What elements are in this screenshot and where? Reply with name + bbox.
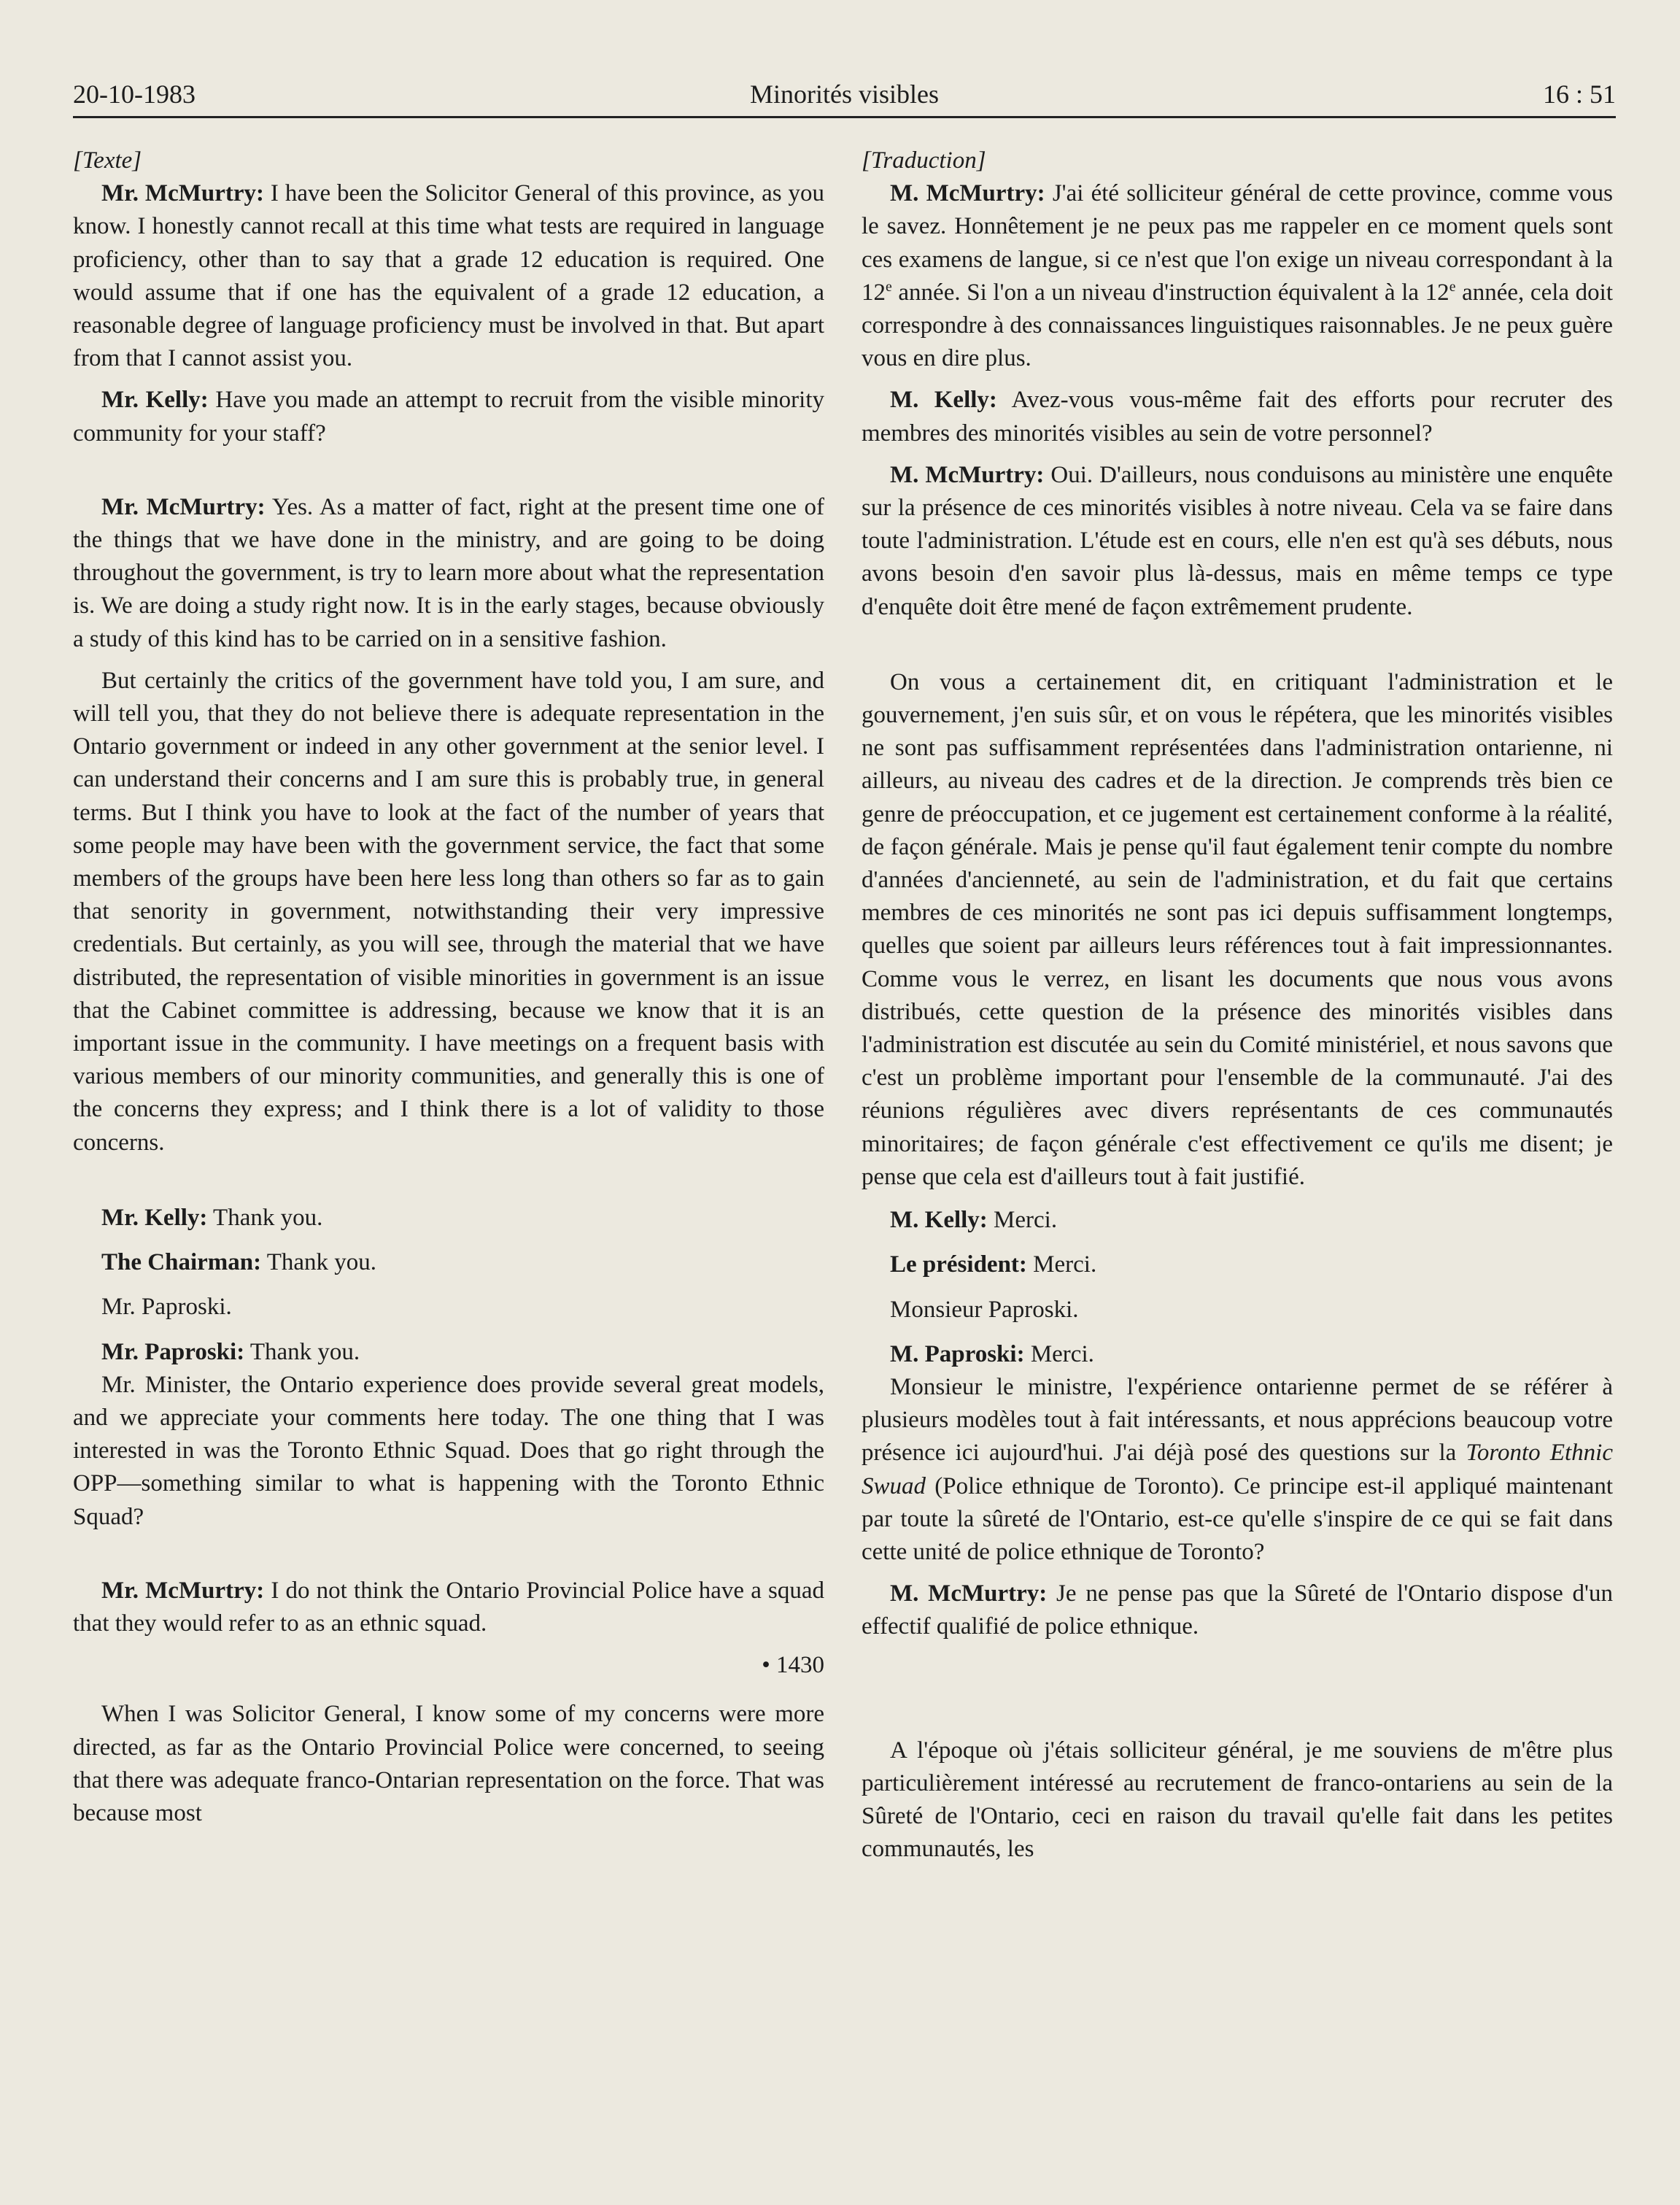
speaker: M. McMurtry:	[890, 180, 1045, 207]
language-tag: [Texte]	[73, 147, 142, 174]
time-marker: • 1430	[762, 1652, 824, 1679]
paragraph: On vous a certainement dit, en critiquant l'administration et le gouvernement, j'en suis sûr, et on vous le répétera, que les minorités visibles ne sont pas suffisamment représentées dans l'administration ontarienne, ni ailleurs, au niveau des cadres et de la direction. Je comprends très bien ce genre de préoccupation, et ce jugement est certainement conforme à la réalité, de façon générale. Mais je pense qu'il faut également tenir compte du nombre d'années d'ancienneté, au sein de l'administration, et du fait que certains membres de ces minorités ne sont pas ici depuis suffisamment longtemps, quelles que soient par ailleurs leurs références tout à fait impressionnantes. Comme vous le verrez, en lisant les documents que nous vous avons distribués, cette question de la présence des minorités visibles dans l'administration est discutée au sein du Comité ministériel, et nous savons que c'est un problème important pour l'ensemble de la communauté. J'ai des réunions régulières avec divers représentants de ces communautés minoritaires; de façon générale c'est effectivement ce qu'ils me disent; je pense que cela est d'ailleurs tout à fait justifié.	[862, 668, 1613, 1190]
paragraph	[862, 1204, 1613, 1237]
paragraph: When I was Solicitor General, I know some of my concerns were more directed, as far as the Ontario Provincial Police were concerned, to seeing that there was adequate franco-Ontarian representation on the force. That was because most	[73, 1701, 824, 1826]
speaker: The Chairman:	[101, 1249, 262, 1276]
speech: (Police ethnique de Toronto). Ce principe est-il appliqué maintenant par toute la sûreté de l'Ontario, est-ce qu'elle s'inspire de ce qui se fait dans cette unité de police ethnique de Toronto?	[862, 1472, 1613, 1565]
speaker: M. McMurtry:	[890, 461, 1045, 488]
paragraph	[862, 1371, 1613, 1569]
paragraph	[73, 1336, 824, 1369]
speech: Thank you.	[244, 1338, 360, 1365]
speech: I do not think the Ontario Provincial Police have a squad that they would refer to as an ethnic squad.	[73, 1577, 824, 1637]
paragraph: Monsieur Paproski.	[890, 1296, 1079, 1323]
speech: J'ai été solliciteur général de cette province, comme vous le savez. Honnêtement je ne peux pas me rappeler en ce moment quels sont ces examens de langue, si ce n'est que l'on exige un niveau correspondant à la 12	[862, 180, 1614, 306]
header-rule	[73, 116, 1616, 118]
speaker: Mr. Paproski:	[101, 1338, 245, 1365]
speech: Avez-vous vous-même fait des efforts pour recruter des membres des minorités visibles au sein de votre personnel?	[862, 387, 1613, 447]
french-column	[862, 144, 1613, 1866]
superscript: e	[1449, 278, 1456, 295]
speaker: Mr. McMurtry:	[101, 493, 266, 520]
paragraph	[862, 459, 1613, 624]
speaker: Le président:	[890, 1251, 1027, 1278]
english-column	[73, 144, 824, 1830]
paragraph: Mr. Minister, the Ontario experience does provide several great models, and we appreciate your comments here today. The one thing that I was interested in was the Toronto Ethnic Squad. Does that go right through the OPP—something similar to what is happening with the Toronto Ethnic Squad?	[73, 1371, 824, 1530]
speaker: M. McMurtry:	[890, 1580, 1048, 1607]
speaker: M. Paproski:	[890, 1340, 1025, 1367]
paragraph: But certainly the critics of the government have told you, I am sure, and will tell you, that they do not believe there is adequate representation in the Ontario government or indeed in any other government at the senior level. I can understand their concerns and I am sure this is probably true, in general terms. But I think you have to look at the fact of the number of years that some people may have been with the government service, the fact that some members of the groups have been here less long than others so far as to gain that senority in government, notwithstanding their very impressive credentials. But certainly, as you will see, through the material that we have distributed, the representation of visible minorities in government is an issue that the Cabinet committee is addressing, because we know that it is an important issue in the community. I have meetings on a frequent basis with various members of our minority communities, and generally this is one of the concerns they express; and I think there is a lot of validity to those concerns.	[73, 667, 824, 1156]
header-title: Minorités visibles	[750, 80, 939, 109]
speech: Have you made an attempt to recruit from the visible minority community for your staff?	[73, 387, 824, 447]
speech: I have been the Solicitor General of this province, as you know. I honestly cannot recall at this time what tests are required in language proficiency, other than to say that a grade 12 education is required. One would assume that if one has the equivalent of a grade 12 education, a reasonable degree of language proficiency must be involved in that. But apart from that I cannot assist you.	[73, 180, 824, 372]
speech: année. Si l'on a un niveau d'instruction équivalent à la 12	[891, 279, 1449, 306]
speaker: Mr. Kelly:	[101, 1204, 208, 1231]
speech: Oui. D'ailleurs, nous conduisons au ministère une enquête sur la présence de ces minorités visibles à notre niveau. Cela va se faire dans toute l'administration. L'étude est en cours, elle n'en est qu'à ses débuts, nous avons besoin d'en savoir plus là-dessus, mais en même temps ce type d'enquête doit être mené de façon extrêmement prudente.	[862, 461, 1613, 620]
paragraph	[73, 491, 824, 656]
speaker: M. Kelly:	[890, 1207, 988, 1234]
speech: Je ne pense pas que la Sûreté de l'Ontario dispose d'un effectif qualifié de police ethnique.	[862, 1580, 1614, 1640]
speaker: Mr. McMurtry:	[101, 180, 265, 207]
paragraph	[862, 177, 1613, 375]
speaker: Mr. Kelly:	[101, 387, 209, 414]
paragraph: Mr. Paproski.	[101, 1294, 232, 1321]
speech: Merci.	[987, 1207, 1058, 1234]
speech: Merci.	[1026, 1251, 1097, 1278]
page-header	[73, 77, 1616, 117]
paragraph: A l'époque où j'étais solliciteur général, je me souviens de m'être plus particulièrement intéressé au recrutement de franco-ontariens au sein de la Sûreté de l'Ontario, ceci en raison du travail qu'elle fait dans les petites communautés, les	[862, 1737, 1613, 1863]
language-tag: [Traduction]	[862, 147, 986, 174]
speech: Merci.	[1024, 1340, 1094, 1367]
paragraph	[73, 177, 824, 375]
speaker: M. Kelly:	[890, 387, 997, 414]
paragraph	[862, 1338, 1613, 1371]
paragraph	[73, 1246, 824, 1279]
paragraph	[862, 1578, 1613, 1643]
header-date: 20-10-1983	[73, 80, 196, 109]
paragraph	[73, 1575, 824, 1640]
speech: Thank you.	[207, 1204, 323, 1231]
speaker: Mr. McMurtry:	[101, 1577, 265, 1604]
italic-title: Toronto Ethnic Swuad	[862, 1440, 1613, 1499]
paragraph	[73, 1202, 824, 1235]
speech: Monsieur le ministre, l'expérience ontarienne permet de se référer à plusieurs modèles tout à fait intéressants, et nous apprécions beaucoup votre présence ici aujourd'hui. J'ai déjà posé des questions sur la	[862, 1373, 1613, 1467]
superscript: e	[886, 278, 892, 295]
speech: Yes. As a matter of fact, right at the present time one of the things that we have done in the ministry, and are going to be doing throughout the government, is try to learn more about what the representation is. We are doing a study right now. It is in the early stages, because obviously a study of this kind has to be carried on in a sensitive fashion.	[73, 493, 824, 652]
paragraph	[73, 384, 824, 449]
paragraph	[862, 1248, 1613, 1281]
speech: année, cela doit correspondre à des connaissances linguistiques raisonnables. Je ne peux guère vous en dire plus.	[862, 279, 1614, 372]
paragraph	[862, 384, 1613, 449]
header-page-number: 16 : 51	[1542, 80, 1616, 109]
speech: Thank you.	[261, 1249, 377, 1276]
